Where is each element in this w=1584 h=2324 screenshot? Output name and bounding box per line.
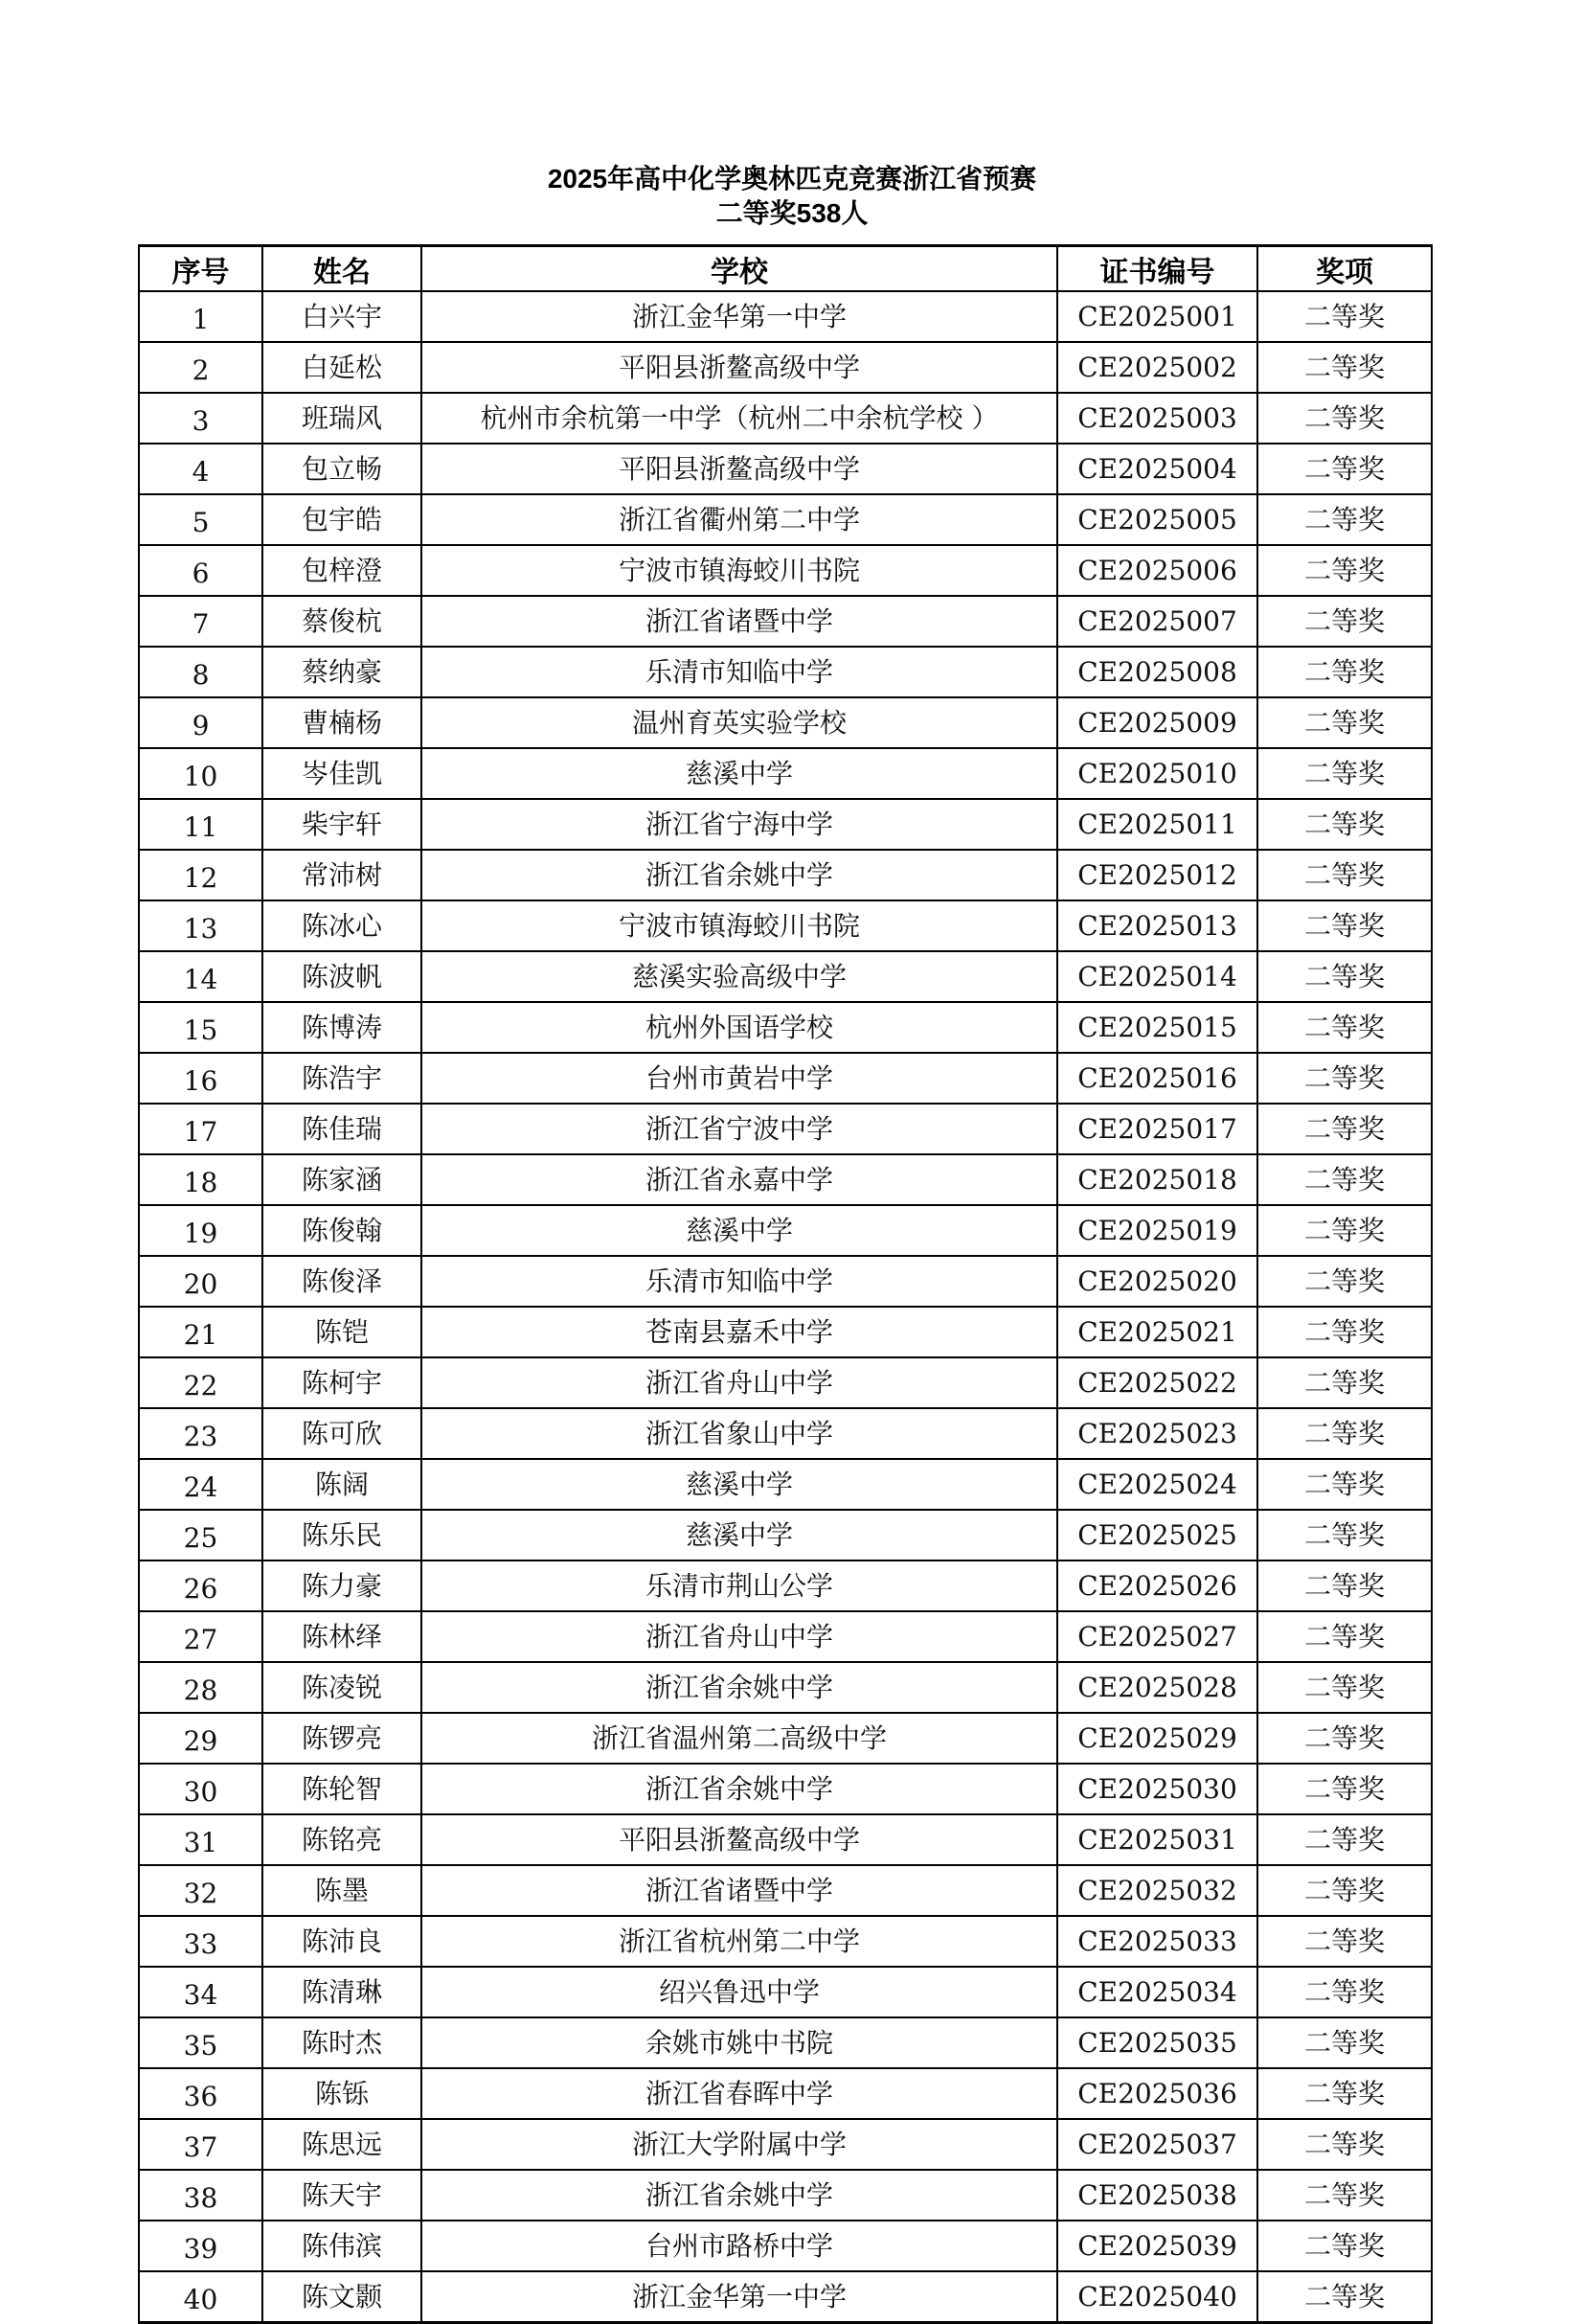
table-row xyxy=(139,1510,1432,1561)
cell-serial: 24 xyxy=(139,1459,262,1510)
cell-school: 台州市路桥中学 xyxy=(421,2221,1057,2271)
cell-name: 陈俊泽 xyxy=(262,1256,421,1307)
cell-serial: 13 xyxy=(139,900,262,951)
cell-serial: 25 xyxy=(139,1510,262,1561)
cell-name: 陈佳瑞 xyxy=(262,1104,421,1154)
cell-name: 陈天宇 xyxy=(262,2170,421,2221)
cell-name: 陈轮智 xyxy=(262,1764,421,1814)
table-row xyxy=(139,2271,1432,2323)
cell-award: 二等奖 xyxy=(1257,494,1432,545)
cell-certificate: CE2025032 xyxy=(1057,1865,1257,1916)
cell-certificate: CE2025024 xyxy=(1057,1459,1257,1510)
cell-serial: 12 xyxy=(139,850,262,900)
cell-school: 慈溪实验高级中学 xyxy=(421,951,1057,1002)
table-row xyxy=(139,2170,1432,2221)
cell-certificate: CE2025016 xyxy=(1057,1053,1257,1104)
table-row xyxy=(139,1307,1432,1357)
cell-school: 慈溪中学 xyxy=(421,748,1057,799)
cell-school: 乐清市荆山公学 xyxy=(421,1561,1057,1611)
table-row xyxy=(139,444,1432,494)
table-row xyxy=(139,1053,1432,1104)
cell-serial: 23 xyxy=(139,1408,262,1459)
table-row xyxy=(139,1459,1432,1510)
cell-school: 乐清市知临中学 xyxy=(421,1256,1057,1307)
cell-award: 二等奖 xyxy=(1257,1002,1432,1053)
cell-serial: 16 xyxy=(139,1053,262,1104)
cell-serial: 38 xyxy=(139,2170,262,2221)
cell-serial: 18 xyxy=(139,1154,262,1205)
cell-award: 二等奖 xyxy=(1257,1357,1432,1408)
cell-name: 陈伟滨 xyxy=(262,2221,421,2271)
cell-name: 蔡纳豪 xyxy=(262,647,421,697)
cell-award: 二等奖 xyxy=(1257,697,1432,748)
cell-award: 二等奖 xyxy=(1257,1967,1432,2017)
table-row xyxy=(139,1764,1432,1814)
cell-certificate: CE2025031 xyxy=(1057,1814,1257,1865)
table-header-row xyxy=(139,246,1432,292)
cell-name: 常沛树 xyxy=(262,850,421,900)
cell-serial: 8 xyxy=(139,647,262,697)
cell-serial: 20 xyxy=(139,1256,262,1307)
cell-school: 浙江省诸暨中学 xyxy=(421,1865,1057,1916)
header-certificate: 证书编号 xyxy=(1057,246,1257,292)
cell-award: 二等奖 xyxy=(1257,900,1432,951)
cell-serial: 4 xyxy=(139,444,262,494)
cell-school: 浙江省舟山中学 xyxy=(421,1357,1057,1408)
cell-certificate: CE2025033 xyxy=(1057,1916,1257,1967)
cell-serial: 9 xyxy=(139,697,262,748)
cell-serial: 11 xyxy=(139,799,262,850)
cell-name: 包立畅 xyxy=(262,444,421,494)
cell-award: 二等奖 xyxy=(1257,1561,1432,1611)
cell-certificate: CE2025025 xyxy=(1057,1510,1257,1561)
table-row xyxy=(139,1561,1432,1611)
cell-certificate: CE2025039 xyxy=(1057,2221,1257,2271)
cell-serial: 30 xyxy=(139,1764,262,1814)
cell-school: 慈溪中学 xyxy=(421,1459,1057,1510)
cell-school: 浙江大学附属中学 xyxy=(421,2119,1057,2170)
cell-award: 二等奖 xyxy=(1257,1611,1432,1662)
award-table xyxy=(138,244,1433,2324)
cell-name: 白兴宇 xyxy=(262,291,421,342)
cell-school: 浙江省春晖中学 xyxy=(421,2068,1057,2119)
cell-name: 白延松 xyxy=(262,342,421,393)
cell-school: 浙江省余姚中学 xyxy=(421,850,1057,900)
table-row xyxy=(139,647,1432,697)
cell-school: 浙江省余姚中学 xyxy=(421,1662,1057,1713)
cell-school: 浙江金华第一中学 xyxy=(421,291,1057,342)
cell-school: 宁波市镇海蛟川书院 xyxy=(421,900,1057,951)
table-row xyxy=(139,850,1432,900)
cell-school: 浙江省舟山中学 xyxy=(421,1611,1057,1662)
header-serial: 序号 xyxy=(139,246,262,292)
cell-name: 陈博涛 xyxy=(262,1002,421,1053)
cell-award: 二等奖 xyxy=(1257,1713,1432,1764)
table-row xyxy=(139,1104,1432,1154)
cell-school: 苍南县嘉禾中学 xyxy=(421,1307,1057,1357)
cell-certificate: CE2025001 xyxy=(1057,291,1257,342)
cell-award: 二等奖 xyxy=(1257,1764,1432,1814)
cell-serial: 35 xyxy=(139,2017,262,2068)
header-name: 姓名 xyxy=(262,246,421,292)
cell-certificate: CE2025026 xyxy=(1057,1561,1257,1611)
table-row xyxy=(139,697,1432,748)
cell-name: 陈墨 xyxy=(262,1865,421,1916)
header-school: 学校 xyxy=(421,246,1057,292)
cell-certificate: CE2025009 xyxy=(1057,697,1257,748)
table-row xyxy=(139,1357,1432,1408)
cell-name: 陈林绎 xyxy=(262,1611,421,1662)
cell-serial: 10 xyxy=(139,748,262,799)
cell-serial: 29 xyxy=(139,1713,262,1764)
cell-serial: 33 xyxy=(139,1916,262,1967)
cell-serial: 5 xyxy=(139,494,262,545)
cell-school: 平阳县浙鳌高级中学 xyxy=(421,342,1057,393)
table-row xyxy=(139,494,1432,545)
cell-name: 陈可欣 xyxy=(262,1408,421,1459)
cell-certificate: CE2025021 xyxy=(1057,1307,1257,1357)
cell-certificate: CE2025018 xyxy=(1057,1154,1257,1205)
cell-award: 二等奖 xyxy=(1257,1459,1432,1510)
cell-certificate: CE2025015 xyxy=(1057,1002,1257,1053)
cell-name: 陈浩宇 xyxy=(262,1053,421,1104)
cell-school: 慈溪中学 xyxy=(421,1510,1057,1561)
cell-award: 二等奖 xyxy=(1257,1510,1432,1561)
cell-award: 二等奖 xyxy=(1257,1307,1432,1357)
cell-award: 二等奖 xyxy=(1257,1408,1432,1459)
table-row xyxy=(139,1814,1432,1865)
cell-certificate: CE2025013 xyxy=(1057,900,1257,951)
cell-certificate: CE2025019 xyxy=(1057,1205,1257,1256)
cell-award: 二等奖 xyxy=(1257,2068,1432,2119)
cell-name: 陈俊翰 xyxy=(262,1205,421,1256)
cell-serial: 22 xyxy=(139,1357,262,1408)
table-row xyxy=(139,1713,1432,1764)
cell-award: 二等奖 xyxy=(1257,2119,1432,2170)
cell-school: 台州市黄岩中学 xyxy=(421,1053,1057,1104)
cell-school: 浙江省诸暨中学 xyxy=(421,596,1057,647)
cell-award: 二等奖 xyxy=(1257,393,1432,444)
cell-certificate: CE2025014 xyxy=(1057,951,1257,1002)
cell-award: 二等奖 xyxy=(1257,545,1432,596)
cell-certificate: CE2025035 xyxy=(1057,2017,1257,2068)
cell-name: 陈锣亮 xyxy=(262,1713,421,1764)
cell-name: 陈柯宇 xyxy=(262,1357,421,1408)
cell-school: 绍兴鲁迅中学 xyxy=(421,1967,1057,2017)
table-row xyxy=(139,900,1432,951)
cell-serial: 2 xyxy=(139,342,262,393)
cell-award: 二等奖 xyxy=(1257,1865,1432,1916)
cell-award: 二等奖 xyxy=(1257,748,1432,799)
cell-certificate: CE2025027 xyxy=(1057,1611,1257,1662)
cell-serial: 28 xyxy=(139,1662,262,1713)
cell-award: 二等奖 xyxy=(1257,596,1432,647)
cell-name: 陈冰心 xyxy=(262,900,421,951)
cell-certificate: CE2025023 xyxy=(1057,1408,1257,1459)
cell-school: 温州育英实验学校 xyxy=(421,697,1057,748)
cell-award: 二等奖 xyxy=(1257,647,1432,697)
cell-school: 杭州市余杭第一中学（杭州二中余杭学校 ） xyxy=(421,393,1057,444)
cell-certificate: CE2025011 xyxy=(1057,799,1257,850)
cell-award: 二等奖 xyxy=(1257,291,1432,342)
cell-name: 包宇皓 xyxy=(262,494,421,545)
cell-certificate: CE2025008 xyxy=(1057,647,1257,697)
cell-name: 陈沛良 xyxy=(262,1916,421,1967)
cell-certificate: CE2025003 xyxy=(1057,393,1257,444)
cell-serial: 17 xyxy=(139,1104,262,1154)
table-row xyxy=(139,1611,1432,1662)
cell-serial: 26 xyxy=(139,1561,262,1611)
cell-award: 二等奖 xyxy=(1257,1916,1432,1967)
header-award: 奖项 xyxy=(1257,246,1432,292)
cell-name: 陈家涵 xyxy=(262,1154,421,1205)
cell-serial: 36 xyxy=(139,2068,262,2119)
cell-school: 浙江省象山中学 xyxy=(421,1408,1057,1459)
cell-award: 二等奖 xyxy=(1257,444,1432,494)
cell-award: 二等奖 xyxy=(1257,1205,1432,1256)
cell-certificate: CE2025034 xyxy=(1057,1967,1257,2017)
cell-certificate: CE2025020 xyxy=(1057,1256,1257,1307)
cell-name: 陈思远 xyxy=(262,2119,421,2170)
cell-name: 陈力豪 xyxy=(262,1561,421,1611)
cell-award: 二等奖 xyxy=(1257,2170,1432,2221)
cell-award: 二等奖 xyxy=(1257,1814,1432,1865)
cell-certificate: CE2025005 xyxy=(1057,494,1257,545)
cell-serial: 40 xyxy=(139,2271,262,2323)
cell-school: 浙江省杭州第二中学 xyxy=(421,1916,1057,1967)
table-row xyxy=(139,1865,1432,1916)
cell-name: 陈阔 xyxy=(262,1459,421,1510)
table-row xyxy=(139,2221,1432,2271)
cell-award: 二等奖 xyxy=(1257,1154,1432,1205)
cell-certificate: CE2025038 xyxy=(1057,2170,1257,2221)
table-row xyxy=(139,951,1432,1002)
cell-certificate: CE2025010 xyxy=(1057,748,1257,799)
cell-award: 二等奖 xyxy=(1257,2221,1432,2271)
cell-school: 平阳县浙鳌高级中学 xyxy=(421,444,1057,494)
cell-name: 岑佳凯 xyxy=(262,748,421,799)
cell-certificate: CE2025029 xyxy=(1057,1713,1257,1764)
cell-serial: 32 xyxy=(139,1865,262,1916)
cell-award: 二等奖 xyxy=(1257,1662,1432,1713)
cell-name: 蔡俊杭 xyxy=(262,596,421,647)
cell-school: 浙江省宁波中学 xyxy=(421,1104,1057,1154)
table-row xyxy=(139,748,1432,799)
cell-award: 二等奖 xyxy=(1257,2271,1432,2323)
cell-name: 柴宇轩 xyxy=(262,799,421,850)
table-row xyxy=(139,2068,1432,2119)
cell-serial: 15 xyxy=(139,1002,262,1053)
cell-serial: 37 xyxy=(139,2119,262,2170)
cell-certificate: CE2025028 xyxy=(1057,1662,1257,1713)
cell-name: 陈乐民 xyxy=(262,1510,421,1561)
cell-name: 陈铠 xyxy=(262,1307,421,1357)
cell-certificate: CE2025037 xyxy=(1057,2119,1257,2170)
cell-name: 陈时杰 xyxy=(262,2017,421,2068)
cell-school: 宁波市镇海蛟川书院 xyxy=(421,545,1057,596)
cell-name: 陈铄 xyxy=(262,2068,421,2119)
cell-award: 二等奖 xyxy=(1257,799,1432,850)
cell-certificate: CE2025007 xyxy=(1057,596,1257,647)
table-row xyxy=(139,1256,1432,1307)
cell-award: 二等奖 xyxy=(1257,1104,1432,1154)
table-row xyxy=(139,2017,1432,2068)
cell-serial: 14 xyxy=(139,951,262,1002)
cell-school: 浙江省永嘉中学 xyxy=(421,1154,1057,1205)
cell-certificate: CE2025017 xyxy=(1057,1104,1257,1154)
cell-school: 浙江金华第一中学 xyxy=(421,2271,1057,2323)
cell-name: 陈铭亮 xyxy=(262,1814,421,1865)
table-row xyxy=(139,342,1432,393)
cell-certificate: CE2025002 xyxy=(1057,342,1257,393)
cell-school: 杭州外国语学校 xyxy=(421,1002,1057,1053)
cell-school: 平阳县浙鳌高级中学 xyxy=(421,1814,1057,1865)
cell-serial: 21 xyxy=(139,1307,262,1357)
table-row xyxy=(139,2119,1432,2170)
table-body xyxy=(139,291,1432,2323)
cell-name: 陈波帆 xyxy=(262,951,421,1002)
cell-certificate: CE2025022 xyxy=(1057,1357,1257,1408)
cell-certificate: CE2025004 xyxy=(1057,444,1257,494)
cell-award: 二等奖 xyxy=(1257,342,1432,393)
cell-award: 二等奖 xyxy=(1257,951,1432,1002)
table-row xyxy=(139,799,1432,850)
cell-award: 二等奖 xyxy=(1257,2017,1432,2068)
cell-school: 浙江省温州第二高级中学 xyxy=(421,1713,1057,1764)
cell-award: 二等奖 xyxy=(1257,1256,1432,1307)
cell-name: 陈文颢 xyxy=(262,2271,421,2323)
cell-school: 浙江省衢州第二中学 xyxy=(421,494,1057,545)
table-row xyxy=(139,596,1432,647)
table-row xyxy=(139,393,1432,444)
cell-name: 曹楠杨 xyxy=(262,697,421,748)
cell-serial: 19 xyxy=(139,1205,262,1256)
cell-serial: 1 xyxy=(139,291,262,342)
table-row xyxy=(139,291,1432,342)
cell-certificate: CE2025036 xyxy=(1057,2068,1257,2119)
cell-serial: 3 xyxy=(139,393,262,444)
cell-school: 浙江省余姚中学 xyxy=(421,2170,1057,2221)
cell-certificate: CE2025006 xyxy=(1057,545,1257,596)
table-row xyxy=(139,1002,1432,1053)
cell-award: 二等奖 xyxy=(1257,1053,1432,1104)
table-row xyxy=(139,1916,1432,1967)
cell-certificate: CE2025012 xyxy=(1057,850,1257,900)
cell-name: 陈凌锐 xyxy=(262,1662,421,1713)
table-row xyxy=(139,1967,1432,2017)
cell-school: 浙江省宁海中学 xyxy=(421,799,1057,850)
table-row xyxy=(139,1408,1432,1459)
cell-school: 余姚市姚中书院 xyxy=(421,2017,1057,2068)
table-row xyxy=(139,1205,1432,1256)
cell-serial: 34 xyxy=(139,1967,262,2017)
cell-name: 陈清琳 xyxy=(262,1967,421,2017)
cell-certificate: CE2025030 xyxy=(1057,1764,1257,1814)
document-subtitle: 二等奖538人 xyxy=(715,198,869,228)
cell-serial: 39 xyxy=(139,2221,262,2271)
cell-name: 包梓澄 xyxy=(262,545,421,596)
cell-serial: 27 xyxy=(139,1611,262,1662)
cell-certificate: CE2025040 xyxy=(1057,2271,1257,2323)
cell-school: 慈溪中学 xyxy=(421,1205,1057,1256)
table-row xyxy=(139,545,1432,596)
table-row xyxy=(139,1662,1432,1713)
document-title: 2025年高中化学奥林匹克竞赛浙江省预赛 xyxy=(547,164,1037,194)
cell-school: 乐清市知临中学 xyxy=(421,647,1057,697)
cell-serial: 7 xyxy=(139,596,262,647)
cell-name: 班瑞风 xyxy=(262,393,421,444)
cell-award: 二等奖 xyxy=(1257,850,1432,900)
cell-serial: 31 xyxy=(139,1814,262,1865)
table-row xyxy=(139,1154,1432,1205)
cell-serial: 6 xyxy=(139,545,262,596)
cell-school: 浙江省余姚中学 xyxy=(421,1764,1057,1814)
